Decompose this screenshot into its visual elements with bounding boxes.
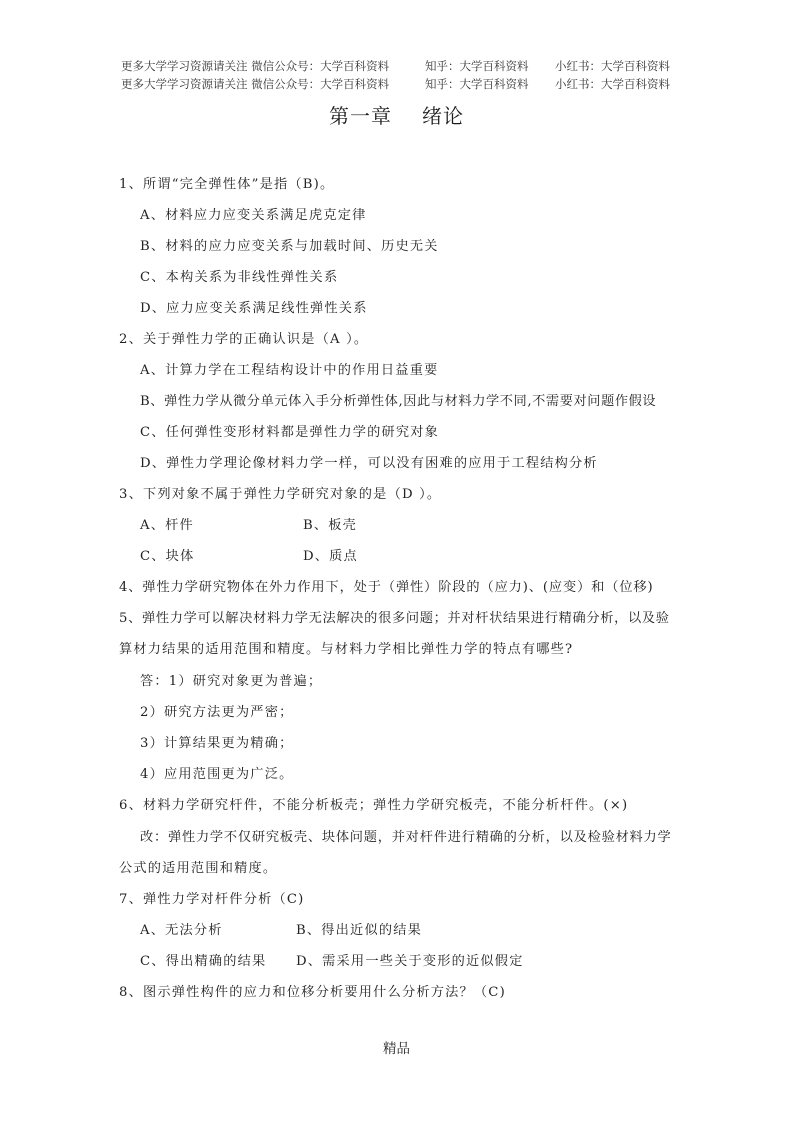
header-zhihu-text: 知乎：大学百科资料 (425, 59, 529, 73)
page-footer: 精品 (383, 1041, 410, 1057)
option-d: D、质点 (303, 549, 358, 564)
header-xiaohongshu-text: 小红书：大学百科资料 (555, 59, 670, 73)
option-c: C、得出精确的结果 (140, 954, 267, 969)
option-b: B、板壳 (303, 518, 358, 533)
chapter-number: 第一章 (329, 104, 392, 128)
correction-line-2: 公式的适用范围和精度。 (119, 861, 278, 876)
option-a: A、杆件 (140, 518, 194, 533)
question-stem-line-1: 5、弹性力学可以解决材料力学无法解决的很多问题；并对杆状结果进行精确分析，以及验 (119, 611, 670, 626)
question-stem: 6、材料力学研究杆件，不能分析板壳；弹性力学研究板壳，不能分析杆件。(×) (119, 798, 629, 813)
option-b: B、材料的应力应变关系与加载时间、历史无关 (140, 239, 439, 254)
question-stem: 7、弹性力学对杆件分析（C) (119, 892, 305, 907)
answer-4: 4）应用范围更为广泛。 (140, 767, 294, 782)
header-line-2 (121, 76, 673, 92)
option-c: C、任何弹性变形材料都是弹性力学的研究对象 (140, 425, 440, 440)
question-stem: 8、图示弹性构件的应力和位移分析要用什么分析方法？（C) (119, 985, 506, 1000)
option-a: A、材料应力应变关系满足虎克定律 (140, 208, 367, 223)
header-wechat-text: 更多大学学习资源请关注 微信公众号：大学百科资料 (121, 59, 390, 73)
question-stem: 2、关于弹性力学的正确认识是（A ）。 (119, 332, 369, 347)
header-xiaohongshu-text: 小红书：大学百科资料 (555, 77, 670, 91)
option-b: B、弹性力学从微分单元体入手分析弹性体,因此与材料力学不同,不需要对问题作假设 (140, 394, 657, 409)
header-line-1 (121, 58, 673, 74)
option-d: D、需采用一些关于变形的近似假定 (296, 954, 524, 969)
question-stem: 1、所谓“完全弹性体”是指（B)。 (119, 177, 335, 192)
correction-line-1: 改：弹性力学不仅研究板壳、块体问题，并对杆件进行精确的分析，以及检验材料力学 (140, 830, 672, 845)
answer-2: 2）研究方法更为严密； (140, 705, 294, 720)
header-wechat-text: 更多大学学习资源请关注 微信公众号：大学百科资料 (121, 77, 390, 91)
chapter-title (0, 102, 793, 130)
option-b: B、得出近似的结果 (296, 923, 422, 938)
option-c: C、本构关系为非线性弹性关系 (140, 270, 339, 285)
answer-3: 3）计算结果更为精确； (140, 736, 294, 751)
chapter-name: 绪论 (422, 104, 464, 128)
header-zhihu-text: 知乎：大学百科资料 (425, 77, 529, 91)
option-a: A、无法分析 (140, 923, 223, 938)
option-c: C、块体 (140, 549, 195, 564)
question-stem: 3、下列对象不属于弹性力学研究对象的是（D ）。 (119, 487, 442, 502)
option-d: D、弹性力学理论像材料力学一样，可以没有困难的应用于工程结构分析 (140, 456, 598, 471)
question-stem-line-2: 算材力结果的适用范围和精度。与材料力学相比弹性力学的特点有哪些? (119, 642, 574, 657)
option-a: A、计算力学在工程结构设计中的作用日益重要 (140, 363, 439, 378)
question-stem: 4、弹性力学研究物体在外力作用下，处于（弹性）阶段的（应力)、(应变）和（位移) (119, 580, 654, 595)
option-d: D、应力应变关系满足线性弹性关系 (140, 301, 368, 316)
answer-1: 答：1）研究对象更为普遍； (140, 674, 323, 689)
